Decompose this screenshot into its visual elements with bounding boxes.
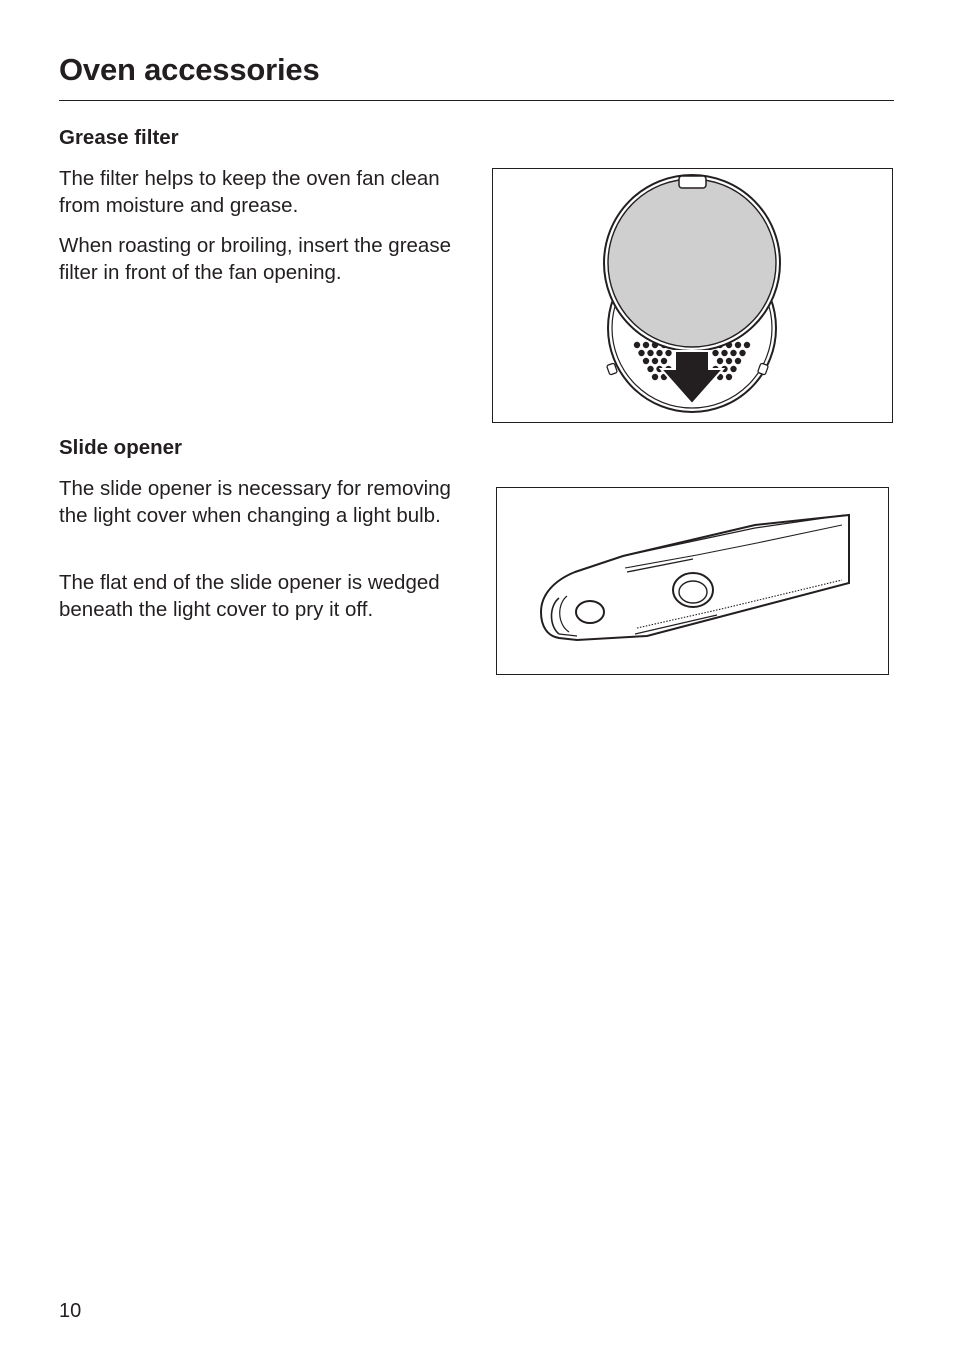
grease-filter-figure (492, 168, 893, 423)
page-title: Oven accessories (59, 52, 320, 87)
grease-filter-paragraph-2: When roasting or broiling, insert the grease filter in front of the fan opening. (59, 234, 451, 284)
slide-opener-paragraph-1: The slide opener is necessary for removing the light cover when changing a light bulb. (59, 477, 451, 527)
grease-filter-heading: Grease filter (59, 126, 179, 149)
slide-opener-figure (496, 487, 889, 675)
grease-filter-paragraph-1: The filter helps to keep the oven fan clean from moisture and grease. (59, 167, 440, 217)
slide-opener-paragraph-2: The flat end of the slide opener is wedged beneath the light cover to pry it off. (59, 571, 440, 621)
slide-opener-heading: Slide opener (59, 436, 183, 459)
slide-opener-illustration-icon (497, 488, 887, 673)
grease-filter-illustration-icon (493, 169, 891, 421)
page-number: 10 (59, 1300, 82, 1322)
title-divider (59, 100, 894, 101)
